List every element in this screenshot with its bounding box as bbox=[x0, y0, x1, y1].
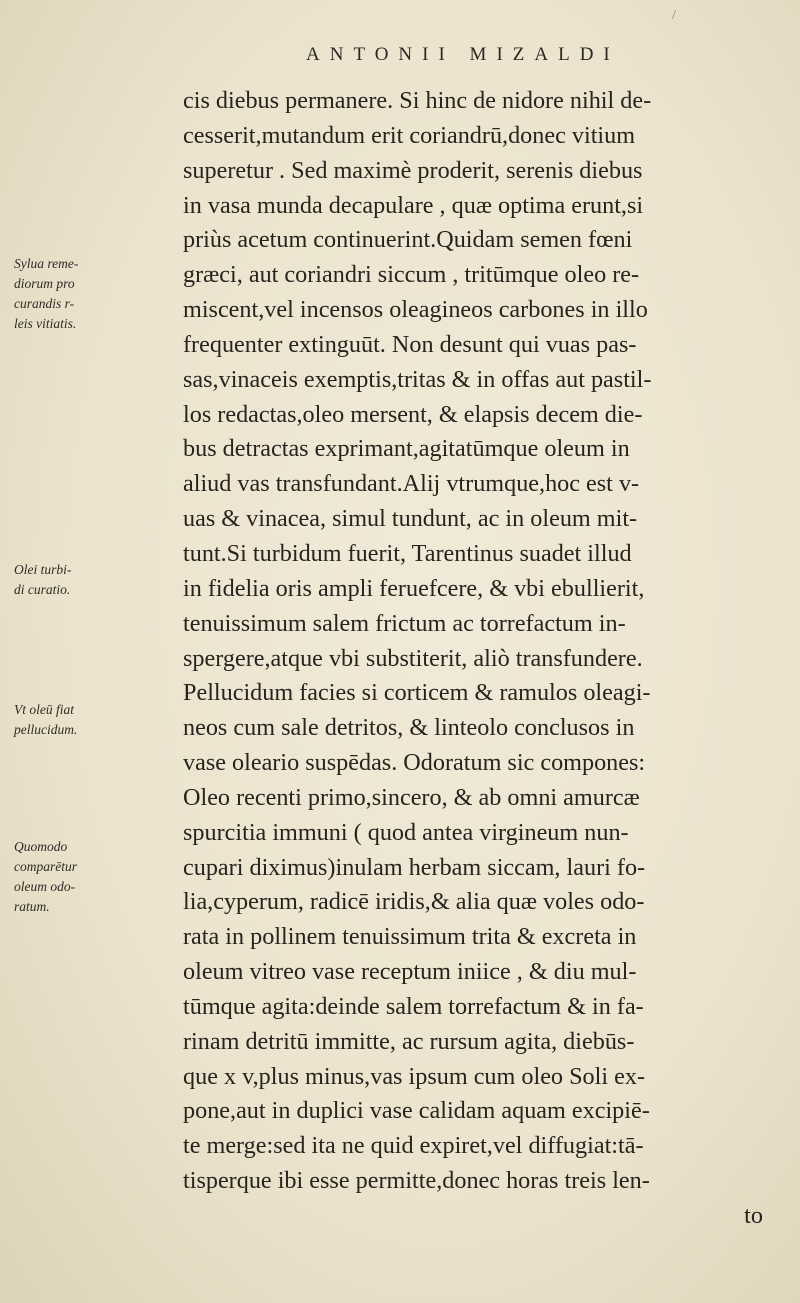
running-head: ANTONII MIZALDI bbox=[306, 44, 620, 65]
margin-note-line: Quomodo bbox=[14, 839, 68, 854]
margin-note-pellucidum bbox=[14, 700, 174, 740]
text-line: tunt.Si turbidum fuerit, Tarentinus suadet illud bbox=[183, 539, 632, 567]
margin-note-sylva-remediorum bbox=[14, 254, 174, 334]
text-line: miscent,vel incensos oleagineos carbones in illo bbox=[183, 296, 648, 324]
text-line: spurcitia immuni ( quod antea virgineum nun- bbox=[183, 818, 629, 846]
margin-note-line: oleum odo- bbox=[14, 879, 76, 894]
text-line: sas,vinaceis exemptis,tritas & in offas aut pastil- bbox=[183, 365, 652, 393]
text-line: oleum vitreo vase receptum iniice , & diu mul- bbox=[183, 958, 637, 986]
text-line: Pellucidum facies si corticem & ramulos oleagi- bbox=[183, 679, 651, 707]
margin-note-line: Vt oleū fiat bbox=[14, 702, 74, 717]
page-mark: / bbox=[672, 8, 676, 23]
margin-note-oleum-odoratum bbox=[14, 837, 174, 917]
body-text bbox=[183, 84, 783, 1234]
text-line: in vasa munda decapulare , quæ optima erunt,si bbox=[183, 191, 644, 219]
text-line: priùs acetum continuerint.Quidam semen fœni bbox=[183, 226, 633, 254]
margin-note-line: leis vitiatis. bbox=[14, 316, 77, 331]
text-line: rata in pollinem tenuissimum trita & excreta in bbox=[183, 923, 637, 951]
text-line: rinam detritū immitte, ac rursum agita, diebūs- bbox=[183, 1027, 635, 1055]
text-line: Oleo recenti primo,sincero, & ab omni amurcæ bbox=[183, 783, 640, 811]
text-line: uas & vinacea, simul tundunt, ac in oleum mit- bbox=[183, 505, 638, 533]
margin-note-olei-turbidi bbox=[14, 560, 174, 600]
text-line: que x v,plus minus,vas ipsum cum oleo Soli ex- bbox=[183, 1062, 645, 1090]
text-line: superetur . Sed maximè proderit, serenis diebus bbox=[183, 156, 643, 184]
margin-note-line: ratum. bbox=[14, 899, 50, 914]
text-line: tisperque ibi esse permitte,donec horas treis len- bbox=[183, 1167, 650, 1195]
margin-note-line: Sylua reme- bbox=[14, 256, 79, 271]
text-line: pone,aut in duplici vase calidam aquam excipiē- bbox=[183, 1097, 650, 1125]
text-line: cis diebus permanere. Si hinc de nidore nihil de- bbox=[183, 87, 652, 114]
text-line: aliud vas transfundant.Alij vtrumque,hoc est v- bbox=[183, 470, 640, 498]
text-line: spergere,atque vbi substiterit, aliò transfundere. bbox=[183, 644, 643, 672]
margin-note-line: curandis r- bbox=[14, 296, 75, 311]
margin-note-line: pellucidum. bbox=[14, 722, 78, 737]
text-line: in fidelia oris ampli feruefcere, & vbi ebullierit, bbox=[183, 574, 645, 602]
margin-note-line: comparētur bbox=[14, 859, 77, 874]
text-line: vase oleario suspēdas. Odoratum sic compones: bbox=[183, 749, 646, 777]
text-line: te merge:sed ita ne quid expiret,vel diffugiat:tā- bbox=[183, 1132, 644, 1160]
margin-note-line: di curatio. bbox=[14, 582, 71, 597]
margin-note-line: diorum pro bbox=[14, 276, 75, 291]
text-line: lia,cyperum, radicē iridis,& alia quæ voles odo- bbox=[183, 888, 645, 916]
margin-note-line: Olei turbi- bbox=[14, 562, 72, 577]
text-line: neos cum sale detritos, & linteolo conclusos in bbox=[183, 714, 635, 742]
text-line: bus detractas exprimant,agitatūmque oleum in bbox=[183, 435, 630, 463]
text-line: græci, aut coriandri siccum , tritūmque oleo re- bbox=[183, 261, 640, 289]
text-line: cupari diximus)inulam herbam siccam, lauri fo- bbox=[183, 853, 646, 881]
text-line: cesserit,mutandum erit coriandrū,donec vitium bbox=[183, 121, 636, 149]
text-line: frequenter extinguūt. Non desunt qui vuas pas- bbox=[183, 330, 637, 358]
text-line: tenuissimum salem frictum ac torrefactum in- bbox=[183, 609, 626, 637]
text-line: tūmque agita:deinde salem torrefactum & in fa- bbox=[183, 992, 644, 1020]
catch-word: to bbox=[744, 1202, 763, 1229]
text-line: los redactas,oleo mersent, & elapsis decem die- bbox=[183, 400, 643, 428]
